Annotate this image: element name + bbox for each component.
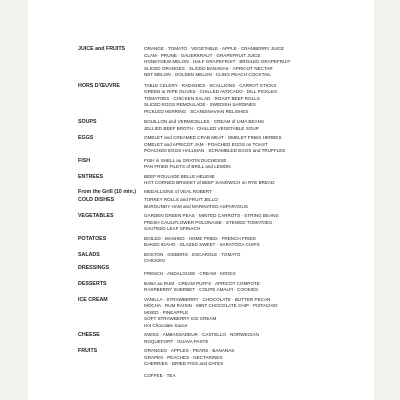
menu-section — [78, 297, 378, 330]
menu-section — [78, 281, 378, 294]
menu-item-line: POACHED EGGS HALLMAN · SCRAMBLED EGGS and TRUFFLES — [144, 148, 286, 153]
menu-section — [78, 236, 378, 249]
menu-item-line: CLAM · PRUNE · SAUERKRAUT · GRAPEFRUIT JUICE — [144, 52, 261, 58]
section-items — [144, 174, 378, 187]
menu-section — [78, 83, 378, 116]
menu-section — [78, 119, 378, 132]
section-items — [144, 252, 378, 265]
menu-list — [78, 46, 378, 379]
menu-item-line: ORANGE · TOMATO · VEGETABLE · APPLE · CRANBERRY JUICE — [144, 46, 285, 51]
section-title: ICE CREAM — [78, 296, 108, 303]
section-title: COLD DISHES — [78, 197, 115, 204]
menu-item-line: GREEN or RIPE OLIVES · CHILLED AVOCADO · DILL PICKLES — [144, 89, 278, 94]
menu-item-line: ORANGES · APPLES · PEARS · BANANAS — [144, 348, 235, 354]
menu-item-line: HOT CORNED BRISKET of BEEF SANDWICH on RYE BREAD — [144, 180, 275, 185]
section-items — [144, 135, 378, 155]
section-title: VEGETABLES — [78, 213, 114, 220]
menu-page — [28, 0, 374, 400]
menu-item-line: NET MELON · GOLDEN MELON · CLING PEACH COCKTAIL — [144, 72, 271, 77]
menu-item-line: ROQUEFORT · GUAVA PASTE — [144, 338, 209, 344]
section-items — [144, 373, 378, 380]
menu-item-line: BABA au RUM · CREAM PUFFS · APRICOT COMPOTE — [144, 280, 260, 286]
section-title: ENTREES — [78, 173, 104, 180]
menu-item-line: SWISS · AMBASSADEUR · CASTELLO · NORWEGIAN — [144, 332, 259, 338]
section-title: SALADS — [78, 251, 100, 258]
menu-item-line: SLICED EGGS REMOULADE · SWEDISH SARDINES — [144, 102, 256, 107]
menu-item-line: HONEYDEW MELON · HALF GRAPEFRUIT · BROILED GRAPEFRUIT — [144, 59, 291, 64]
menu-item-line: SOFT STRAWBERRY ICE CREAM — [144, 316, 217, 322]
menu-item-line: RASPBERRY SHERBET · COUPE AMALFI · COOKIES — [144, 287, 259, 293]
menu-item-line: FRESH CAULIFLOWER POLONAISE · STEWED TOMATOES — [144, 219, 273, 225]
section-title: DESSERTS — [78, 280, 107, 287]
section-title: FISH — [78, 157, 91, 164]
menu-section — [78, 348, 378, 368]
menu-item-line: TOMATOES · CHICKEN SALAD · ROAST BEEF ROLLS — [144, 95, 260, 101]
menu-item-line: MEDALLIONS of VEAL ROBERT — [144, 188, 212, 194]
menu-item-line: FISH in SHELL au GRATIN DUCHESSE — [144, 157, 227, 163]
section-items — [144, 265, 378, 278]
section-items — [144, 348, 378, 368]
menu-item-line: BURGUNDY HAM and MARINATED ASPARAGUS — [144, 203, 248, 209]
menu-item-line: PICKLED HERRING · SCANDINAVIAN RELISHES — [144, 108, 249, 114]
section-items — [144, 332, 378, 345]
menu-item-line: MOCHA · RUM RAISIN · MINT CHOCOLATE CHIP · PISTACHIO — [144, 303, 278, 309]
menu-item-line: BOSTON · ICEBERG · ESCAROLE · TOMATO — [144, 251, 241, 257]
section-items — [144, 236, 378, 249]
section-items — [144, 83, 378, 116]
section-items — [144, 281, 378, 294]
menu-item-line: JELLIED BEEF BROTH · CHILLED VEGETABLE SOUP — [144, 125, 259, 131]
menu-item-line: BEEF ROULADE BELLE HELENE — [144, 173, 215, 179]
menu-section — [78, 265, 378, 278]
menu-section — [78, 158, 378, 171]
menu-section — [78, 252, 378, 265]
menu-item-line: FRENCH · ANDALOUSE · CREAM · KIRGIS — [144, 271, 236, 277]
menu-item-line: GRAPES · PEACHES · NECTARINES — [144, 354, 223, 360]
menu-item-line: GARDEN GREEN PEAS · MINTED CARROTS · STRING BEANS — [144, 213, 279, 219]
menu-item-line: OMELET and CREAMED CRAB MEAT · OMELET FINES HERBES — [144, 135, 282, 140]
section-items — [144, 189, 378, 196]
menu-item-line: TABLE CELERY · RADISHES · SCALLIONS · CARROT STICKS — [144, 82, 277, 88]
menu-section — [78, 46, 378, 79]
menu-item-line: SAUTEED LEAF SPINACH — [144, 226, 201, 232]
menu-item-line: SLICED ORANGES · SLICED BANANAS · APRICOT NECTAR — [144, 65, 273, 71]
section-title: From the Grill (10 min.) — [78, 188, 136, 195]
section-title: DRESSINGS — [78, 264, 110, 271]
section-items — [144, 158, 378, 171]
section-items — [144, 119, 378, 132]
menu-item-line: MIXED · PINEAPPLE — [144, 309, 189, 315]
menu-item-line: PAN FRIED FILETS of BRILL and LEMON — [144, 164, 231, 169]
menu-item-line: BOILED · MASHED · HOME FRIED · FRENCH FRIED — [144, 235, 256, 241]
section-title: FRUITS — [78, 348, 98, 355]
menu-section — [78, 174, 378, 187]
menu-item-line: COFFEE · TEA — [144, 372, 176, 378]
menu-item-line: BOUILLON and VERMICELLES · CREAM of LIMA BEANS — [144, 119, 264, 124]
menu-section — [78, 213, 378, 233]
menu-section — [78, 373, 378, 380]
menu-item-line: BAKED IDAHO · GLAZED SWEET · SARATOGA CHIPS — [144, 242, 260, 248]
section-title: POTATOES — [78, 235, 107, 242]
section-items — [144, 297, 378, 330]
menu-item-line: VANILLA · STRAWBERRY · CHOCOLATE · BUTTER PECAN — [144, 296, 271, 302]
menu-item-line: OMELET and APRICOT JAM · POACHED EGGS on TOAST — [144, 141, 268, 147]
section-title: EGGS — [78, 135, 94, 141]
menu-section — [78, 135, 378, 155]
section-title: JUICE and FRUITS — [78, 46, 126, 52]
section-title: SOUPS — [78, 119, 97, 125]
menu-item-line: CHERRIES · DRIED FIGS and DATES — [144, 361, 224, 367]
menu-section — [78, 197, 378, 210]
section-items — [144, 197, 378, 210]
menu-section — [78, 189, 378, 196]
section-items — [144, 213, 378, 233]
section-title: CHEESE — [78, 332, 100, 339]
section-items — [144, 46, 378, 79]
menu-item-line: CHICKEN — [144, 258, 165, 264]
section-title: HORS D'ŒUVRE — [78, 82, 120, 89]
menu-item-line: Hot Chocolate Sauce — [144, 322, 188, 328]
menu-section — [78, 332, 378, 345]
menu-item-line: TURKEY ROLLS and FRUIT JELLO — [144, 197, 218, 203]
